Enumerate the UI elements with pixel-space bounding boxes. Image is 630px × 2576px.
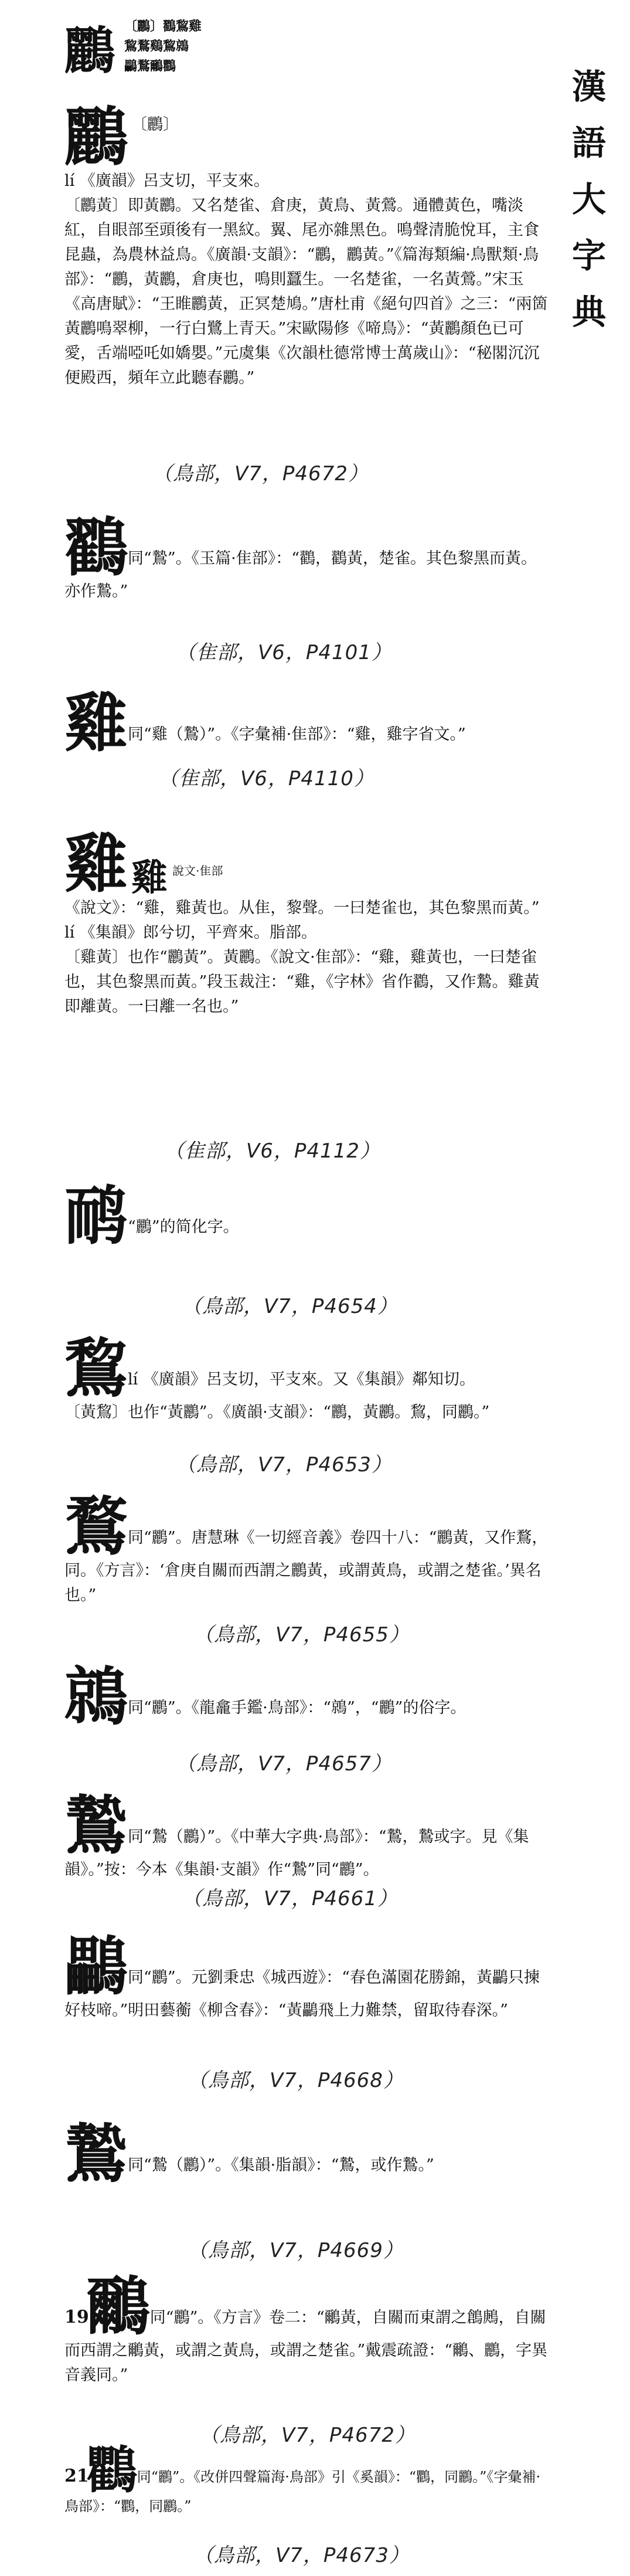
stroke-count: 19 [64,2307,89,2327]
entry [64,511,551,604]
entry [64,1179,551,1253]
source-note: 說文·隹部 [172,864,223,878]
handwritten-reference: （鳥部，V7，P4668） [188,2069,404,2092]
entry-head-char: 鶁 [64,1660,128,1734]
entry [64,100,551,391]
entry-head-char: 鷙 [64,1789,128,1863]
handwritten-reference: （鳥部，V7，P4654） [182,1295,398,1318]
entry-head-char: 鸐 [64,511,128,585]
entry-head-char: 鷙 [64,2117,128,2191]
title-char: 語 [571,123,606,163]
entry [64,1332,551,1425]
entry-line: 同“雞（鷙）”。《字彙補·隹部》：“雞，雞字省文。” [128,725,466,744]
handwritten-reference: （隹部，V6，P4101） [176,641,392,664]
entry [64,687,551,761]
entry-line: 同“鷙”。《玉篇·隹部》：“鸐，鸐黃，楚雀。其色黎黑而黃。亦作鷙。” [64,549,537,600]
variant-line: 〔鸝〕鸐鵹雞 [124,19,202,34]
entry-line: 〔鸝〕 [131,116,179,134]
entry-line: lí 《廣韻》呂支切，平支來。又《集韻》鄰知切。 [128,1370,475,1389]
variant-line: 鸓鶩鸍鸜 [124,59,176,74]
title-char: 字 [571,236,606,276]
entry-head-char: 鸓 [64,1930,128,2004]
handwritten-reference: （鳥部，V7，P4653） [176,1453,392,1477]
entry-line: 同“鸝”。《龍龕手鑑·鳥部》：“鶁”，“鸝”的俗字。 [128,1699,466,1717]
title-char: 大 [571,179,606,219]
handwritten-reference: （隹部，V6，P4112） [164,1139,380,1163]
entry [64,1930,551,2023]
handwritten-reference: （鳥部，V7，P4672） [152,462,369,486]
entry-line: 《說文》：“雞，雞黃也。从隹，黎聲。一曰楚雀也，其色黎黑而黃。” [64,899,540,917]
variant-list [124,16,202,76]
entry-head-char: 鸸 [64,1179,128,1253]
handwritten-reference: （鳥部，V7，P4673） [193,2544,410,2567]
seal-script-char: 雞 [131,856,168,899]
entry [64,1660,551,1734]
title-char: 典 [571,292,606,332]
entry-line: lí 《集韻》郎兮切，平齊來。脂部。 [64,924,317,942]
handwritten-reference: （鳥部，V7，P4657） [176,1752,392,1776]
variant-head-char: 鸝 [64,21,115,80]
variant-line: 鵹鶩鷄鵹鶁 [124,39,189,54]
entry-head-char: 鸍 [86,2270,150,2344]
entry-line: 〔黃鵹〕也作“黃鸝”。《廣韻·支韻》：“鸝，黃鸝。鵹，同鸝。” [64,1403,490,1421]
entry [64,1789,551,1882]
entry-line: 同“鸝”。元劉秉忠《城西遊》：“春色滿園花勝錦，黃鸓只揀好枝啼。”明田藝蘅《柳含春》：“黃鸓飛上力難禁，留取待春深。” [64,1969,540,2020]
dictionary-title [568,59,609,340]
handwritten-reference: （隹部，V6，P4110） [158,767,374,790]
entry-head-char: 雞 [64,687,128,761]
handwritten-reference: （鳥部，V7，P4672） [199,2424,416,2447]
stroke-count: 21 [64,2466,89,2486]
handwritten-reference: （鳥部，V7，P4655） [193,1623,410,1647]
entry-head-char: 鸜 [86,2441,137,2500]
entry-line: 〔鸝黃〕即黃鸝。又名楚雀、倉庚，黃鳥、黃鶯。通體黃色，嘴淡紅，自眼部至頭後有一黑紋。翼、尾亦雜黑色。鳴聲清脆悅耳，主食昆蟲，為農林益鳥。《廣韻·支韻》：“鸝，鸝黃。”《篇海類編·鳥獸類·鳥部》：“鸝，黃鸝，倉庚也，鳴則蠶生。一名楚雀，一名黃鶯。”宋玉《高唐賦》：“王睢鸝黃，正冥楚鳩。”唐杜甫《絕句四首》之三：“兩箇黃鸝鳴翠柳，一行白鷺上青天。”宋歐陽修《啼鳥》：“黃鸝顏色已可愛，舌端啞吒如嬌嬰。”元虞集《次韻杜德常博士萬歲山》：“秘閣沉沉便殿西，頻年立此聽春鸝。” [64,196,548,387]
title-char: 漢 [571,67,606,107]
entry-head-char: 鵹 [64,1332,128,1406]
entry-head-char: 鶩 [64,1490,128,1564]
entry [64,2270,551,2388]
entry-head-char: 鸝 [64,100,128,174]
entry-line: 〔雞黃〕也作“鸝黃”。黃鸝。《說文·隹部》：“雞，雞黃也，一曰楚雀也，其色黎黑而黃。”段玉裁注：“雞，《字林》省作鸐，又作鷙。雞黃即離黃。一曰離一名也。” [64,948,540,1016]
entry-line: 同“鸝”。《改併四聲篇海·鳥部》引《奚韻》：“鸜，同鸝。”《字彙補·鳥部》：“鸜，同鸝。” [64,2469,541,2514]
entry-line: lí 《廣韻》呂支切，平支來。 [64,172,270,190]
entry [64,1490,551,1608]
handwritten-reference: （鳥部，V7，P4669） [188,2239,404,2262]
entry [64,2117,551,2191]
entry-line: “鸝”的简化字。 [128,1218,239,1236]
handwritten-reference: （鳥部，V7，P4661） [182,1887,398,1910]
entry-line: 同“鷙（鸝）”。《中華大字典·鳥部》：“鷙，鷙或字。見《集韻》。”按：今本《集韻·支韻》作“鷙”同“鸝”。 [64,1828,529,1879]
entry-line: 同“鸝”。《方言》卷二：“鸍黃，自關而東謂之鶬鶊，自關而西謂之鸍黃，或謂之黃鳥，或謂之楚雀。”戴震疏證：“鸍、鸝，字異音義同。” [64,2309,548,2384]
entry [64,827,551,1019]
entry-head-char: 雞 [64,827,128,901]
variant-block [64,16,551,80]
entry-line: 同“鸝”。唐慧琳《一切經音義》卷四十八：“鸝黃，又作鶩，同。《方言》：‘倉庚自關而西謂之鸝黃，或謂黃鳥，或謂之楚雀。’異名也。” [64,1529,548,1604]
entry [64,2441,551,2517]
entry-line: 同“鷙（鸝）”。《集韻·脂韻》：“鷙，或作鷙。” [128,2156,434,2174]
